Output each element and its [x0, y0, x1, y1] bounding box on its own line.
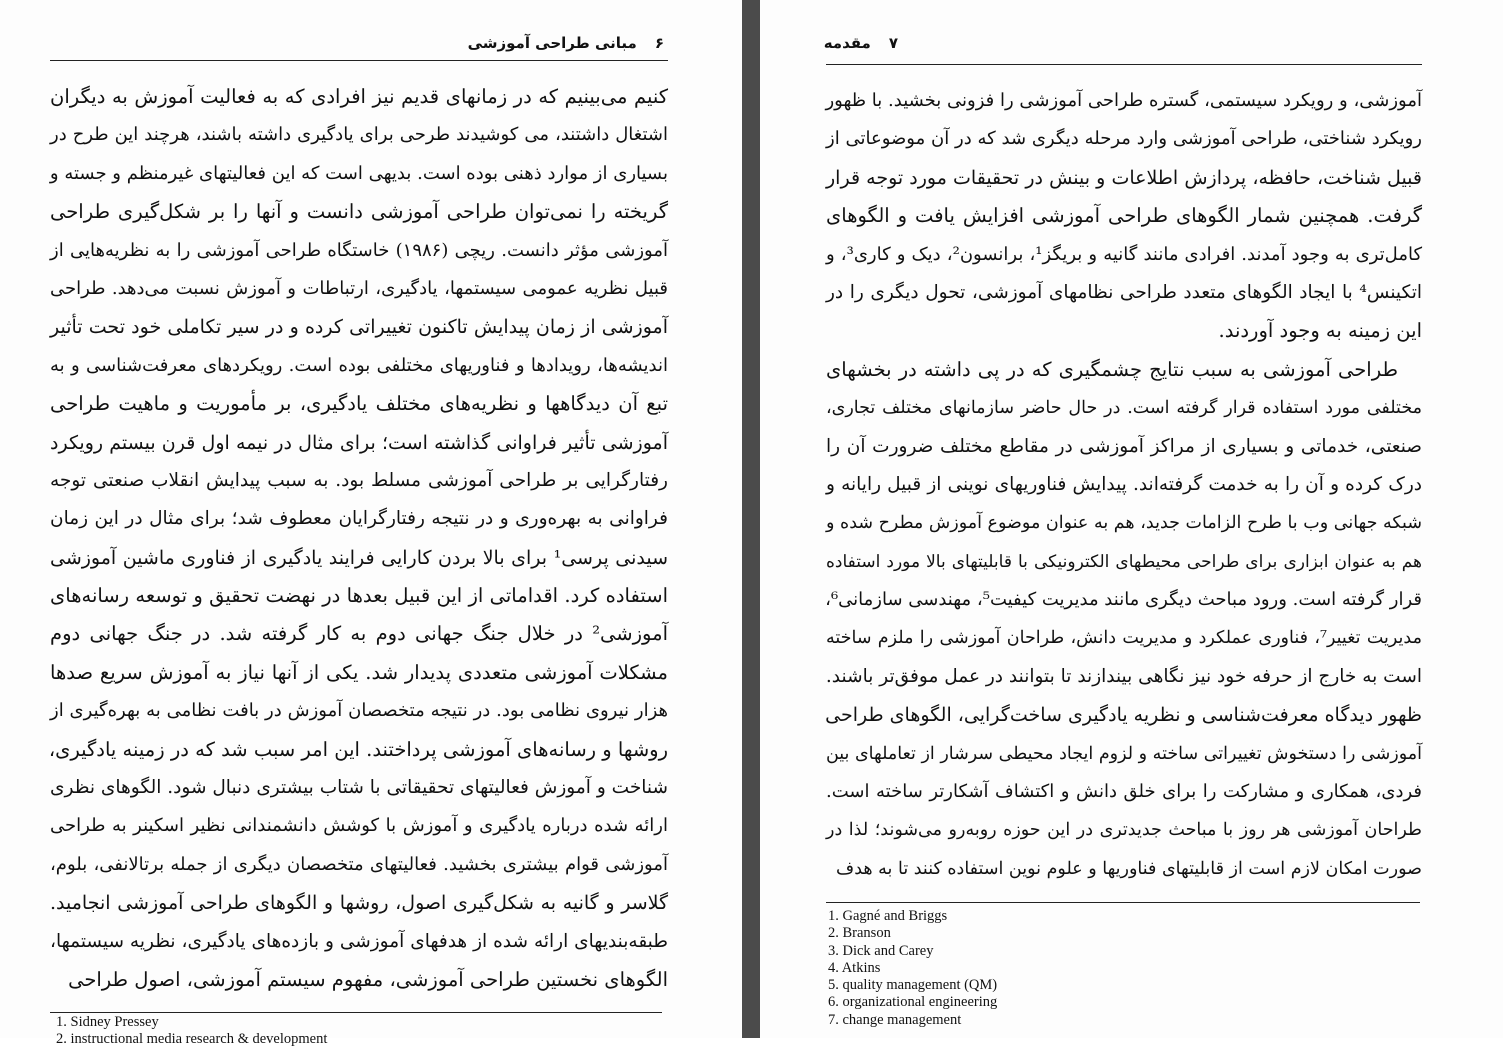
left-page-number: ۶ [654, 34, 664, 52]
text-line: قبیل نظریه عمومی سیستمها، یادگیری، ارتباطات و آموزش نسبت می‌دهد. طراحی [50, 277, 668, 299]
text-line: طبقه‌بندیهای ارائه شده از هدفهای آموزشی و بازده‌های یادگیری، نظریه سیستمها، [50, 930, 668, 952]
right-page-header [824, 34, 898, 58]
text-line: آموزشی، و رویکرد سیستمی، گستره طراحی آموزشی را فزونی بخشید. با ظهور [825, 90, 1422, 111]
text-line: مدیریت تغییر⁷، فناوری عملکرد و مدیریت دانش، طراحان آموزشی را ملزم ساخته [826, 628, 1422, 649]
footnote-item: 2. Branson [828, 925, 891, 942]
right-page [760, 0, 1503, 1038]
text-line: ظهور دیدگاه معرفت‌شناسی و نظریه یادگیری ساخت‌گرایی، الگوهای طراحی [825, 704, 1422, 727]
footnote-item: 3. Dick and Carey [828, 942, 934, 959]
left-header-rule [50, 60, 668, 61]
text-line: صورت امکان لازم است از قابلیتهای فناوریها و علوم نوین استفاده کنند تا به هدف [836, 858, 1422, 879]
left-footnotes [56, 1014, 327, 1049]
text-line: سیدنی پرسی¹ برای بالا بردن کارایی فرایند یادگیری از فناوری ماشین آموزشی [50, 546, 668, 569]
right-footnotes [828, 908, 997, 1029]
text-line: طراحان آموزشی هر روز با مباحث جدیدتری در این حوزه روبه‌رو می‌شوند؛ لذا در [826, 820, 1422, 841]
text-line: رویکرد شناختی، طراحی آموزشی وارد مرحله دیگری شد که در آن موضوعاتی از [826, 128, 1422, 150]
left-footnote-rule [50, 1012, 662, 1013]
text-line: مشکلات آموزشی متعددی پدیدار شد. یکی از آنها نیاز به آموزش سریع صدها [50, 660, 668, 684]
left-page [0, 0, 742, 1048]
text-line: اشتغال داشتند، می کوشیدند طرحی برای یادگیری داشته باشند، هرچند این طرح در [50, 124, 668, 146]
footnote-item: 2. instructional media research & development [56, 1031, 328, 1048]
text-line: آموزشی از زمان پیدایش تاکنون تغییراتی کرده و در سیر تکاملی خود تحت تأثیر [50, 316, 668, 339]
text-line: صنعتی، خدماتی و بسیاری از مراکز آموزشی در مقاطع مختلف ضرورت آن را [826, 435, 1422, 457]
text-line: فراوانی به بهره‌وری و در نتیجه رفتارگرایان معطوف شد؛ برای مثال در این زمان [50, 508, 668, 530]
text-line: آموزشی قوام بیشتری بخشید. فعالیتهای متخصصان دیگری از جمله برتالانفی، بلوم، [50, 853, 668, 875]
footnote-item: 1. Gagné and Briggs [828, 908, 948, 924]
text-line: هزار نیروی نظامی بود. در نتیجه متخصصان آموزش در بافت نظامی به بهره‌گیری از [50, 700, 668, 722]
text-line: اتکینس⁴ با ایجاد الگوهای متعدد طراحی نظامهای آموزشی، تحول دیگری را در [826, 281, 1422, 303]
text-line: گلاسر و گانیه به شکل‌گیری اصول، روشها و الگوهای طراحی آموزشی انجامید. [50, 892, 668, 915]
text-line: استفاده کرد. اقداماتی از این قبیل بعدها در نهضت تحقیق و توسعه رسانه‌های [50, 584, 668, 608]
text-line: آموزشی مؤثر دانست. ریچی (۱۹۸۶) خاستگاه طراحی آموزشی را به نظریه‌هایی از [50, 239, 668, 261]
right-page-title: مقدمه [823, 34, 871, 52]
text-line: ارائه شده درباره یادگیری و آموزش با کوشش دانشمندانی نظیر اسکینر به طراحی [50, 815, 668, 837]
text-line: گرفت. همچنین شمار الگوهای طراحی آموزشی افزایش یافت و الگوهای [826, 204, 1422, 228]
text-line: شناخت و آموزش فعالیتهای تحقیقاتی با شتاب بیشتری دنبال شود. الگوهای نظری [50, 777, 668, 799]
text-line: الگوهای نخستین طراحی آموزشی، مفهوم سیستم آموزشی، اصول طراحی [68, 967, 668, 991]
right-footnote-rule [826, 902, 1420, 903]
text-line: مختلفی مورد استفاده قرار گرفته است. در حال حاضر سازمانهای مختلف تجاری، [826, 398, 1422, 419]
text-line: بسیاری از موارد ذهنی بوده است. بدیهی است که این فعالیتهای غیرمنظم و جسته و [49, 162, 668, 184]
text-line: تبع آن دیدگاهها و نظریه‌های مختلف یادگیری، بر مأموریت و ماهیت طراحی [50, 392, 668, 416]
text-line: رفتارگرایی بر طراحی آموزشی مسلط بود. به سبب پیدایش انقلاب صنعتی توجه [50, 469, 668, 491]
text-line: اندیشه‌ها، رویدادها و فناوریهای مختلفی بوده است. رویکردهای معرفت‌شناسی و به [50, 354, 668, 376]
text-line: قرار گرفته است. ورود مباحث دیگری مانند مدیریت کیفیت⁵، مهندسی سازمانی⁶، [825, 589, 1422, 611]
footnote-item: 6. organizational engineering [828, 994, 998, 1011]
footnote-item: 5. quality management (QM) [828, 977, 998, 994]
left-body-text [50, 78, 668, 999]
text-line: درک کرده و آن را به خدمت گرفته‌اند. پیدایش فناوریهای نوینی از قبیل رایانه و [826, 473, 1422, 495]
text-line: کنیم می‌بینیم که در زمانهای قدیم نیز افرادی که به فعالیت آموزش به دیگران [50, 85, 668, 108]
text-line: گریخته را نمی‌توان طراحی آموزشی دانست و آنها را بر شکل‌گیری طراحی [50, 200, 668, 224]
page-gutter [742, 0, 760, 1038]
footnote-item: 1. Sidney Pressey [56, 1014, 159, 1030]
right-body-text [826, 82, 1422, 888]
left-page-title: مبانی طراحی آموزشی [467, 34, 637, 52]
text-line: آموزشی تأثیر فراوانی گذاشته است؛ برای مثال در نیمه اول قرن بیستم رویکرد [50, 431, 668, 454]
left-page-header [468, 34, 664, 58]
text-line: کامل‌تری به وجود آمدند. افرادی مانند گانیه و بریگز¹، برانسون²، دیک و کاری³، و [826, 243, 1423, 265]
footnote-item: 7. change management [828, 1011, 962, 1028]
text-line: طراحی آموزشی به سبب نتایج چشمگیری که در پی داشته در بخشهای [826, 357, 1398, 381]
text-line: آموزشی را دستخوش تغییراتی ساخته و لزوم ایجاد محیطی سرشار از تعاملهای بین [825, 743, 1422, 764]
text-line: شبکه جهانی وب با طرح الزامات جدید، هم به عنوان موضوع آموزش مطرح شده و [826, 513, 1422, 534]
text-line: هم به عنوان ابزاری برای طراحی محیطهای الکترونیکی با قابلیتهای بالا مورد استفاده [826, 551, 1422, 572]
text-line: آموزشی² در خلال جنگ جهانی دوم به کار گرفته شد. در جنگ جهانی دوم [50, 622, 668, 646]
text-line: قبیل شناخت، حافظه، پردازش اطلاعات و بینش در تحقیقات مورد توجه قرار [826, 166, 1422, 189]
text-line: فردی، همکاری و مشارکت را برای خلق دانش و اکتشاف آشکارتر ساخته است. [826, 781, 1422, 803]
text-line: این زمینه به وجود آوردند. [1218, 319, 1422, 343]
text-line: است به خارج از حرفه خود نیز نگاهی بیندازند تا بتوانند در عمل موفق‌تر باشند. [825, 665, 1422, 687]
footnote-item: 4. Atkins [828, 959, 881, 976]
right-page-number: ۷ [888, 34, 898, 52]
text-line: روشها و رسانه‌های آموزشی پرداختند. این امر سبب شد که در زمینه یادگیری، [48, 737, 668, 761]
right-header-rule [826, 64, 1422, 65]
